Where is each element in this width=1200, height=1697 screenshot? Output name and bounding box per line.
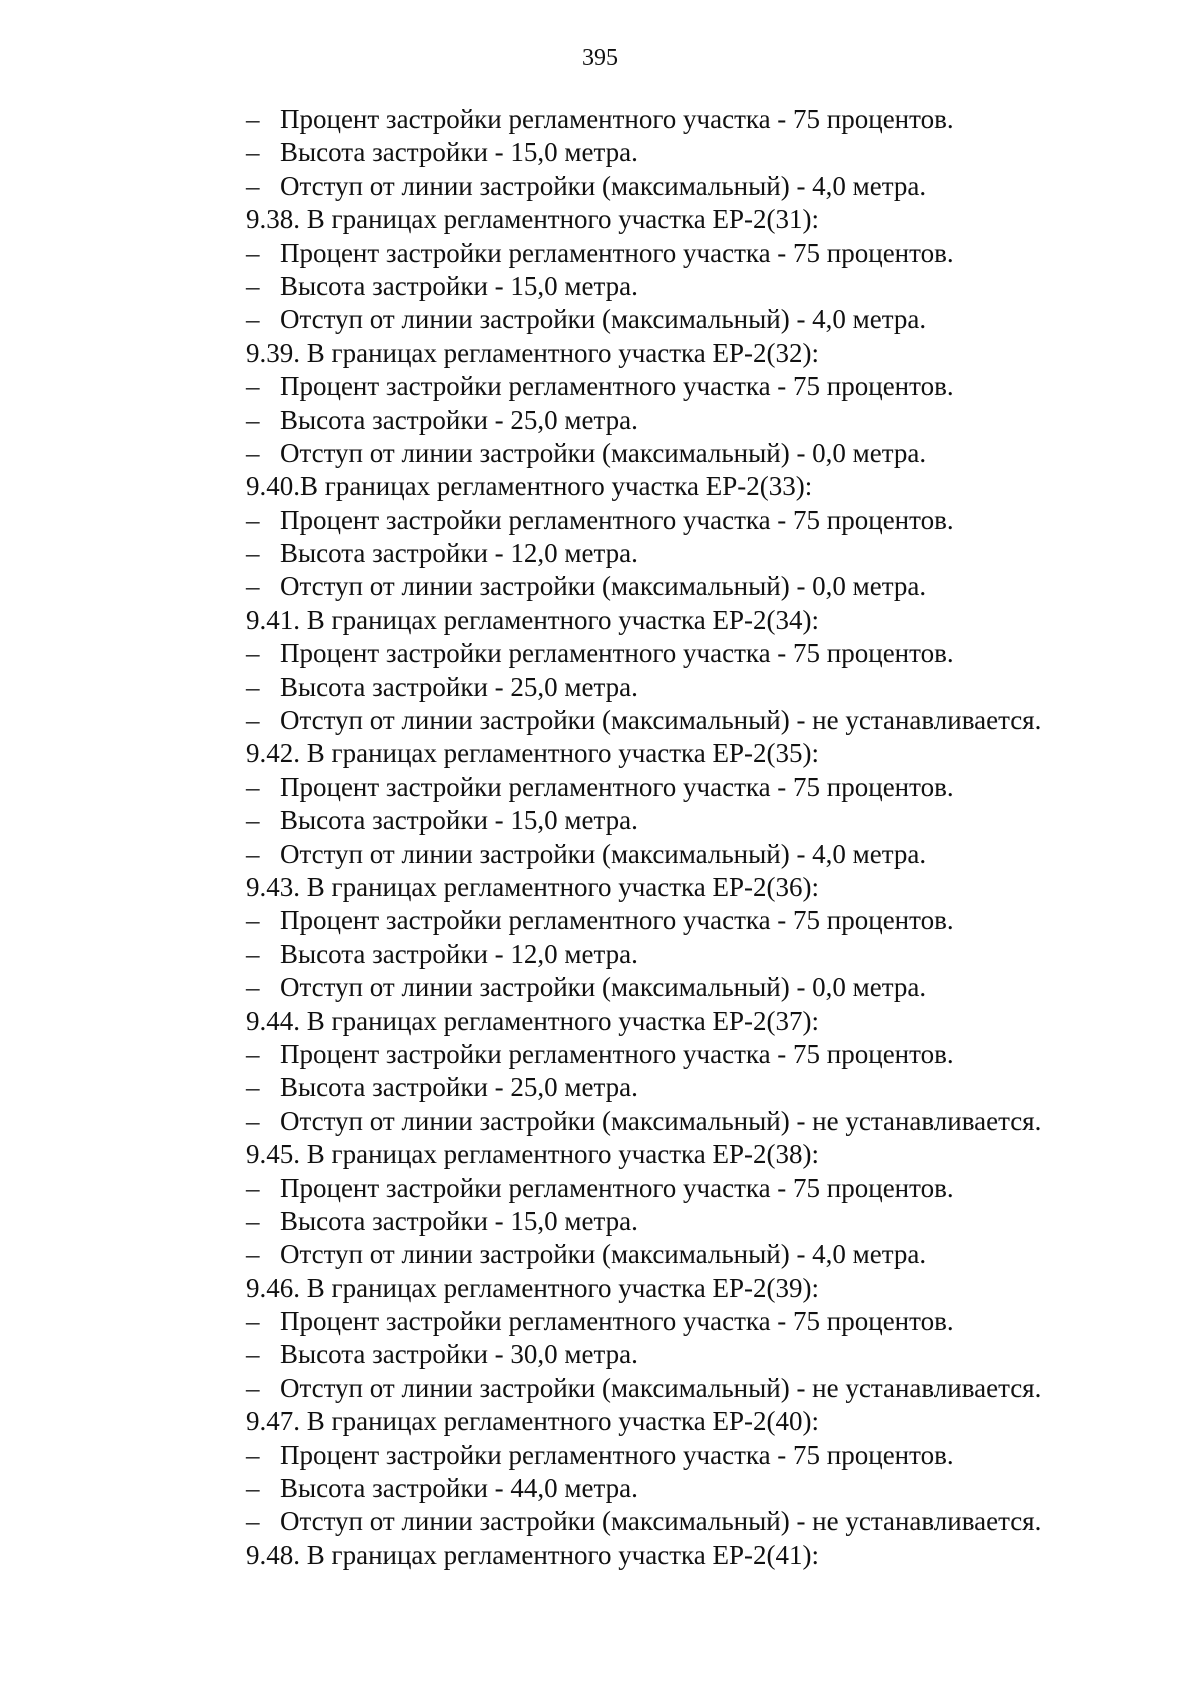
dash-bullet-icon: – [246, 1439, 260, 1470]
bullet-item [246, 1205, 1146, 1238]
section-heading [246, 871, 1146, 904]
bullet-item [246, 404, 1146, 437]
dash-bullet-icon: – [246, 571, 260, 602]
bullet-text: Высота застройки - 30,0 метра. [280, 1339, 638, 1370]
bullet-item [246, 537, 1146, 570]
bullet-item [246, 938, 1146, 971]
section-heading [246, 1272, 1146, 1305]
dash-bullet-icon: – [246, 1239, 260, 1270]
bullet-item [246, 237, 1146, 270]
section-heading-text: 9.40.В границах регламентного участка ЕР-2(33): [246, 471, 813, 502]
dash-bullet-icon: – [246, 1205, 260, 1236]
section-heading [246, 203, 1146, 236]
bullet-text: Процент застройки регламентного участка - 75 процентов. [280, 638, 954, 669]
bullet-text: Высота застройки - 15,0 метра. [280, 1205, 638, 1236]
bullet-text: Процент застройки регламентного участка - 75 процентов. [280, 1038, 954, 1069]
bullet-item [246, 570, 1146, 603]
bullet-text: Высота застройки - 44,0 метра. [280, 1473, 638, 1504]
section-heading-text: 9.45. В границах регламентного участка ЕР-2(38): [246, 1139, 819, 1170]
dash-bullet-icon: – [246, 237, 260, 268]
dash-bullet-icon: – [246, 504, 260, 535]
dash-bullet-icon: – [246, 1372, 260, 1403]
bullet-text: Процент застройки регламентного участка - 75 процентов. [280, 1172, 954, 1203]
bullet-item [246, 370, 1146, 403]
bullet-text: Отступ от линии застройки (максимальный) - 4,0 метра. [280, 170, 927, 201]
bullet-item [246, 1338, 1146, 1371]
bullet-text: Высота застройки - 25,0 метра. [280, 1072, 638, 1103]
dash-bullet-icon: – [246, 1105, 260, 1136]
bullet-item [246, 1439, 1146, 1472]
section-heading [246, 470, 1146, 503]
bullet-text: Процент застройки регламентного участка - 75 процентов. [280, 905, 954, 936]
page-number: 395 [582, 45, 618, 71]
bullet-text: Отступ от линии застройки (максимальный) - 4,0 метра. [280, 838, 927, 869]
dash-bullet-icon: – [246, 404, 260, 435]
dash-bullet-icon: – [246, 371, 260, 402]
bullet-text: Отступ от линии застройки (максимальный) - 4,0 метра. [280, 304, 927, 335]
bullet-item [246, 136, 1146, 169]
dash-bullet-icon: – [246, 805, 260, 836]
dash-bullet-icon: – [246, 671, 260, 702]
bullet-item [246, 1305, 1146, 1338]
bullet-text: Отступ от линии застройки (максимальный) - 0,0 метра. [280, 972, 927, 1003]
section-heading [246, 1138, 1146, 1171]
dash-bullet-icon: – [246, 771, 260, 802]
bullet-text: Процент застройки регламентного участка - 75 процентов. [280, 1306, 954, 1337]
dash-bullet-icon: – [246, 938, 260, 969]
section-heading-text: 9.41. В границах регламентного участка ЕР-2(34): [246, 604, 819, 635]
bullet-item [246, 1372, 1146, 1405]
bullet-item [246, 1105, 1146, 1138]
bullet-item [246, 704, 1146, 737]
bullet-item [246, 671, 1146, 704]
bullet-text: Процент застройки регламентного участка - 75 процентов. [280, 237, 954, 268]
dash-bullet-icon: – [246, 1306, 260, 1337]
section-heading [246, 1005, 1146, 1038]
bullet-text: Отступ от линии застройки (максимальный) - не устанавливается. [280, 1105, 1042, 1136]
section-heading-text: 9.42. В границах регламентного участка ЕР-2(35): [246, 738, 819, 769]
dash-bullet-icon: – [246, 270, 260, 301]
bullet-item [246, 838, 1146, 871]
dash-bullet-icon: – [246, 1473, 260, 1504]
dash-bullet-icon: – [246, 304, 260, 335]
bullet-item [246, 170, 1146, 203]
bullet-text: Высота застройки - 12,0 метра. [280, 938, 638, 969]
section-heading-text: 9.39. В границах регламентного участка ЕР-2(32): [246, 337, 819, 368]
bullet-item [246, 1172, 1146, 1205]
section-heading [246, 337, 1146, 370]
bullet-text: Отступ от линии застройки (максимальный) - не устанавливается. [280, 1506, 1042, 1537]
bullet-item [246, 1505, 1146, 1538]
bullet-item [246, 971, 1146, 1004]
bullet-text: Высота застройки - 12,0 метра. [280, 538, 638, 569]
bullet-text: Высота застройки - 15,0 метра. [280, 270, 638, 301]
section-heading-text: 9.43. В границах регламентного участка ЕР-2(36): [246, 871, 819, 902]
bullet-text: Процент застройки регламентного участка - 75 процентов. [280, 104, 954, 134]
bullet-text: Процент застройки регламентного участка - 75 процентов. [280, 504, 954, 535]
section-heading [246, 1405, 1146, 1438]
bullet-text: Высота застройки - 15,0 метра. [280, 137, 638, 168]
bullet-item [246, 1238, 1146, 1271]
bullet-text: Отступ от линии застройки (максимальный) - 0,0 метра. [280, 437, 927, 468]
section-heading-text: 9.47. В границах регламентного участка ЕР-2(40): [246, 1406, 819, 1437]
bullet-item [246, 437, 1146, 470]
bullet-item [246, 771, 1146, 804]
bullet-item [246, 1472, 1146, 1505]
dash-bullet-icon: – [246, 437, 260, 468]
section-heading-text: 9.38. В границах регламентного участка ЕР-2(31): [246, 204, 819, 235]
bullet-text: Отступ от линии застройки (максимальный) - 0,0 метра. [280, 571, 927, 602]
dash-bullet-icon: – [246, 905, 260, 936]
section-heading-text: 9.48. В границах регламентного участка ЕР-2(41): [246, 1539, 819, 1570]
bullet-text: Отступ от линии застройки (максимальный) - не устанавливается. [280, 1372, 1042, 1403]
bullet-text: Процент застройки регламентного участка - 75 процентов. [280, 771, 954, 802]
dash-bullet-icon: – [246, 1172, 260, 1203]
document-body [246, 103, 1146, 1572]
dash-bullet-icon: – [246, 1038, 260, 1069]
bullet-text: Высота застройки - 25,0 метра. [280, 671, 638, 702]
dash-bullet-icon: – [246, 1072, 260, 1103]
bullet-item [246, 103, 1146, 136]
dash-bullet-icon: – [246, 638, 260, 669]
dash-bullet-icon: – [246, 972, 260, 1003]
bullet-item [246, 504, 1146, 537]
bullet-text: Высота застройки - 15,0 метра. [280, 805, 638, 836]
bullet-text: Высота застройки - 25,0 метра. [280, 404, 638, 435]
section-heading-text: 9.46. В границах регламентного участка ЕР-2(39): [246, 1272, 819, 1303]
section-heading-text: 9.44. В границах регламентного участка ЕР-2(37): [246, 1005, 819, 1036]
section-heading [246, 1539, 1146, 1572]
bullet-item [246, 1071, 1146, 1104]
dash-bullet-icon: – [246, 705, 260, 736]
bullet-item [246, 270, 1146, 303]
bullet-item [246, 637, 1146, 670]
section-heading [246, 737, 1146, 770]
bullet-item [246, 303, 1146, 336]
dash-bullet-icon: – [246, 1506, 260, 1537]
dash-bullet-icon: – [246, 538, 260, 569]
bullet-item [246, 1038, 1146, 1071]
bullet-item [246, 804, 1146, 837]
bullet-text: Процент застройки регламентного участка - 75 процентов. [280, 371, 954, 402]
dash-bullet-icon: – [246, 170, 260, 201]
dash-bullet-icon: – [246, 838, 260, 869]
section-heading [246, 604, 1146, 637]
dash-bullet-icon: – [246, 137, 260, 168]
bullet-text: Отступ от линии застройки (максимальный) - не устанавливается. [280, 705, 1042, 736]
bullet-item [246, 904, 1146, 937]
bullet-text: Отступ от линии застройки (максимальный) - 4,0 метра. [280, 1239, 927, 1270]
dash-bullet-icon: – [246, 1339, 260, 1370]
bullet-text: Процент застройки регламентного участка - 75 процентов. [280, 1439, 954, 1470]
dash-bullet-icon: – [246, 104, 260, 134]
